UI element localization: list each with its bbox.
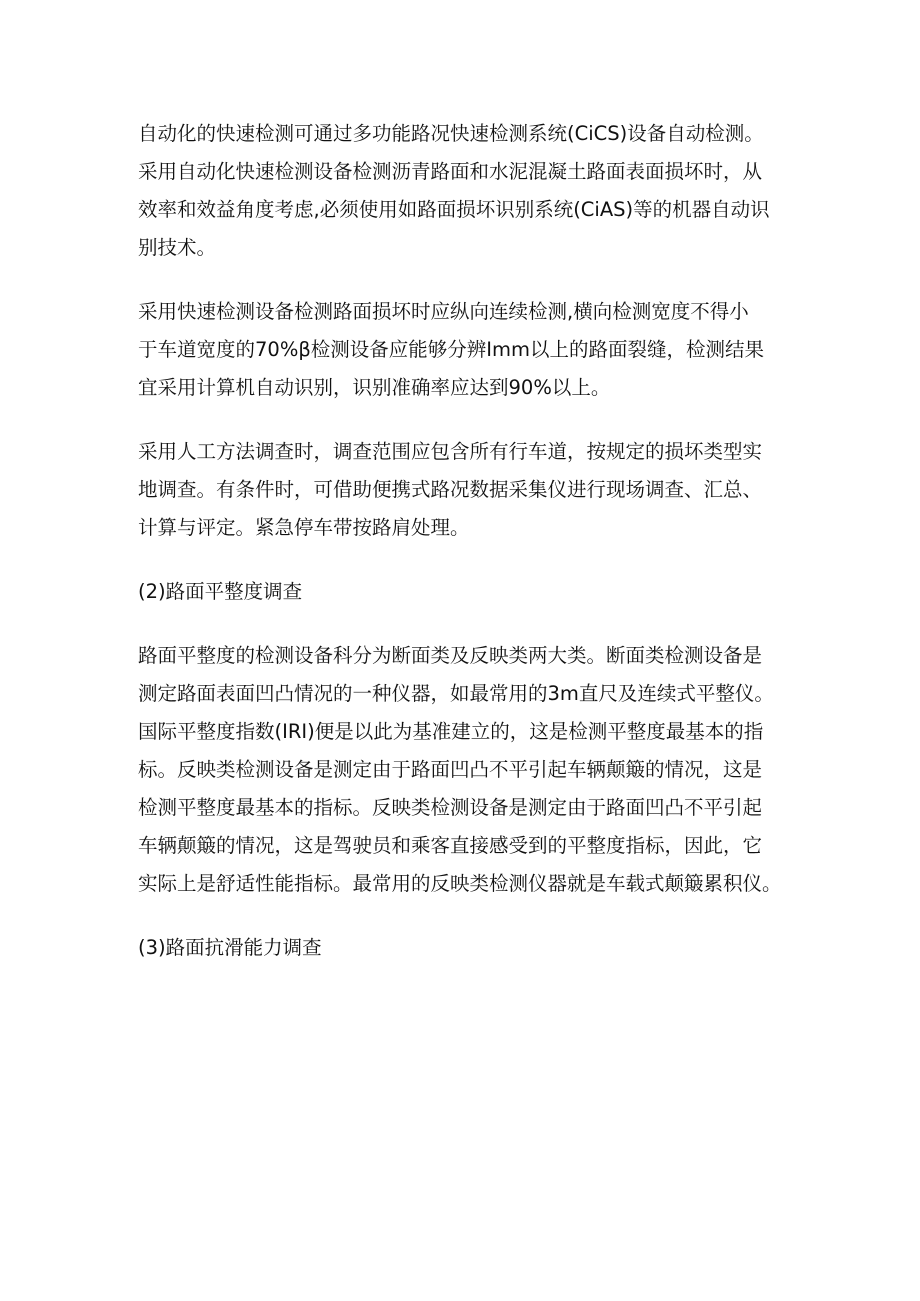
text-line: 标。反映类检测设备是测定由于路面凹凸不平引起车辆颠簸的情况，这是 (138, 758, 763, 781)
paragraph-fast-detection (138, 293, 798, 407)
text-line: 于车道宽度的70%β检测设备应能够分辨Imm以上的路面裂缝，检测结果 (138, 338, 765, 361)
text-line: 计算与评定。紧急停车带按路肩处理。 (138, 516, 470, 539)
text-line: 采用人工方法调查时，调查范围应包含所有行车道，按规定的损坏类型实 (138, 440, 763, 463)
text-line: 路面平整度的检测设备科分为断面类及反映类两大类。断面类检测设备是 (138, 644, 763, 667)
text-line: 测定路面表面凹凸情况的一种仪器，如最常用的3m直尺及连续式平整仪。 (138, 682, 774, 705)
document-body (138, 115, 798, 993)
paragraph-manual-survey (138, 433, 798, 547)
text-line: 采用快速检测设备检测路面损坏时应纵向连续检测,横向检测宽度不得小 (138, 300, 749, 323)
text-line: 采用自动化快速检测设备检测沥青路面和水泥混凝土路面表面损坏时，从 (138, 160, 763, 183)
text-line: 效率和效益角度考虑,必须使用如路面损坏识别系统(CiAS)等的机器自动识 (138, 198, 770, 221)
paragraph-roughness (138, 637, 798, 903)
text-line: 宜采用计算机自动识别，识别准确率应达到90%以上。 (138, 376, 611, 399)
text-line: 别技术。 (138, 236, 217, 259)
paragraph-auto-detection (138, 115, 798, 267)
text-line: 国际平整度指数(IRI)便是以此为基准建立的，这是检测平整度最基本的指 (138, 720, 764, 743)
text-line: 地调查。有条件时，可借助便携式路况数据采集仪进行现场调查、汇总、 (138, 478, 763, 501)
text-line: 车辆颠簸的情况，这是驾驶员和乘客直接感受到的平整度指标，因此，它 (138, 834, 763, 857)
section-heading-roughness: (2)路面平整度调查 (138, 580, 303, 603)
text-line: 自动化的快速检测可通过多功能路况快速检测系统(CiCS)设备自动检测。 (138, 122, 764, 145)
section-heading-skid-resistance: (3)路面抗滑能力调查 (138, 936, 322, 959)
text-line: 检测平整度最基本的指标。反映类检测设备是测定由于路面凹凸不平引起 (138, 796, 763, 819)
text-line: 实际上是舒适性能指标。最常用的反映类检测仪器就是车载式颠簸累积仪。 (138, 872, 782, 895)
